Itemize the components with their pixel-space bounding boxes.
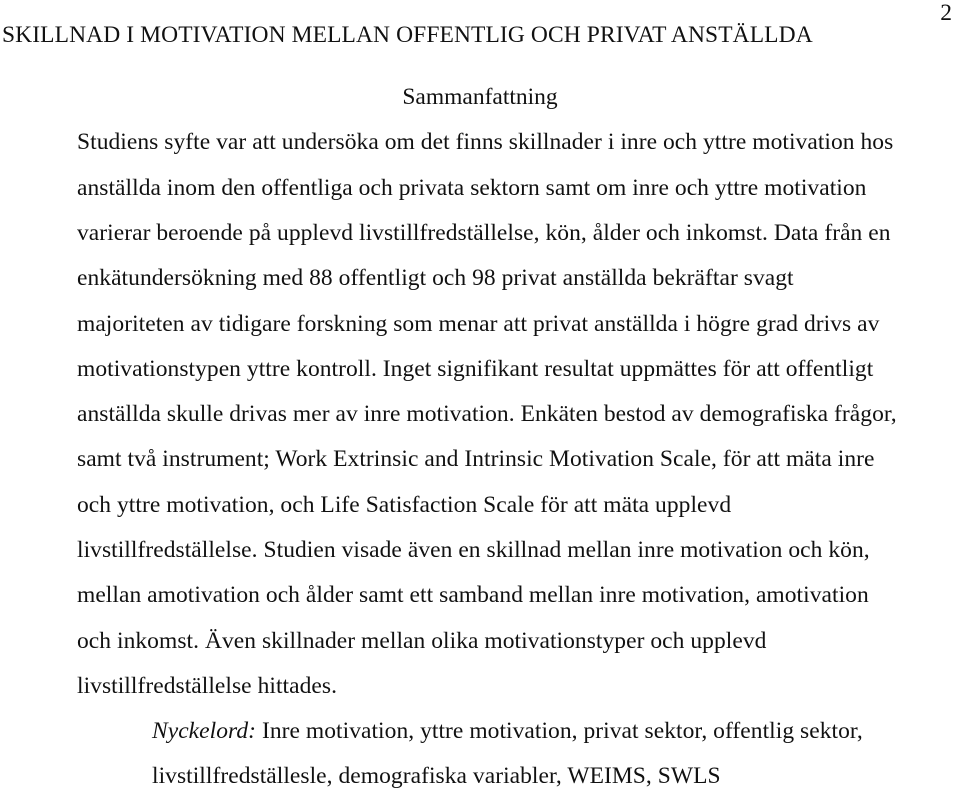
keywords-line-2: livstillfredställesle, demografiska variabler, WEIMS, SWLS bbox=[152, 763, 721, 789]
keywords-line-1 bbox=[152, 718, 863, 745]
abstract-line: samt två instrument; Work Extrinsic and Intrinsic Motivation Scale, för att mäta inre bbox=[77, 446, 875, 472]
keywords-label: Nyckelord: bbox=[152, 718, 257, 744]
abstract-line: livstillfredställelse hittades. bbox=[77, 673, 337, 699]
abstract-line: livstillfredställelse. Studien visade även en skillnad mellan inre motivation och kön, bbox=[77, 537, 870, 563]
running-head: SKILLNAD I MOTIVATION MELLAN OFFENTLIG OCH PRIVAT ANSTÄLLDA bbox=[2, 22, 813, 48]
abstract-line: varierar beroende på upplevd livstillfredställelse, kön, ålder och inkomst. Data från en bbox=[77, 220, 891, 246]
abstract-line: anställda inom den offentliga och privata sektorn samt om inre och yttre motivation bbox=[77, 175, 867, 201]
abstract-line: majoriteten av tidigare forskning som menar att privat anställda i högre grad drivs av bbox=[77, 311, 880, 337]
abstract-line: enkätundersökning med 88 offentligt och 98 privat anställda bekräftar svagt bbox=[77, 265, 794, 291]
abstract-heading: Sammanfattning bbox=[402, 84, 558, 110]
abstract-line: motivationstypen yttre kontroll. Inget signifikant resultat uppmättes för att offentligt bbox=[77, 356, 874, 382]
abstract-line: Studiens syfte var att undersöka om det finns skillnader i inre och yttre motivation hos bbox=[77, 129, 894, 155]
keywords-text-1: Inre motivation, yttre motivation, privat sektor, offentlig sektor, bbox=[256, 718, 863, 744]
abstract-line: och yttre motivation, och Life Satisfaction Scale för att mäta upplevd bbox=[77, 492, 732, 518]
page-number: 2 bbox=[940, 0, 952, 26]
abstract-line: anställda skulle drivas mer av inre motivation. Enkäten bestod av demografiska frågor, bbox=[77, 401, 897, 427]
abstract-line: och inkomst. Även skillnader mellan olika motivationstyper och upplevd bbox=[77, 628, 767, 654]
abstract-line: mellan amotivation och ålder samt ett samband mellan inre motivation, amotivation bbox=[77, 582, 869, 608]
